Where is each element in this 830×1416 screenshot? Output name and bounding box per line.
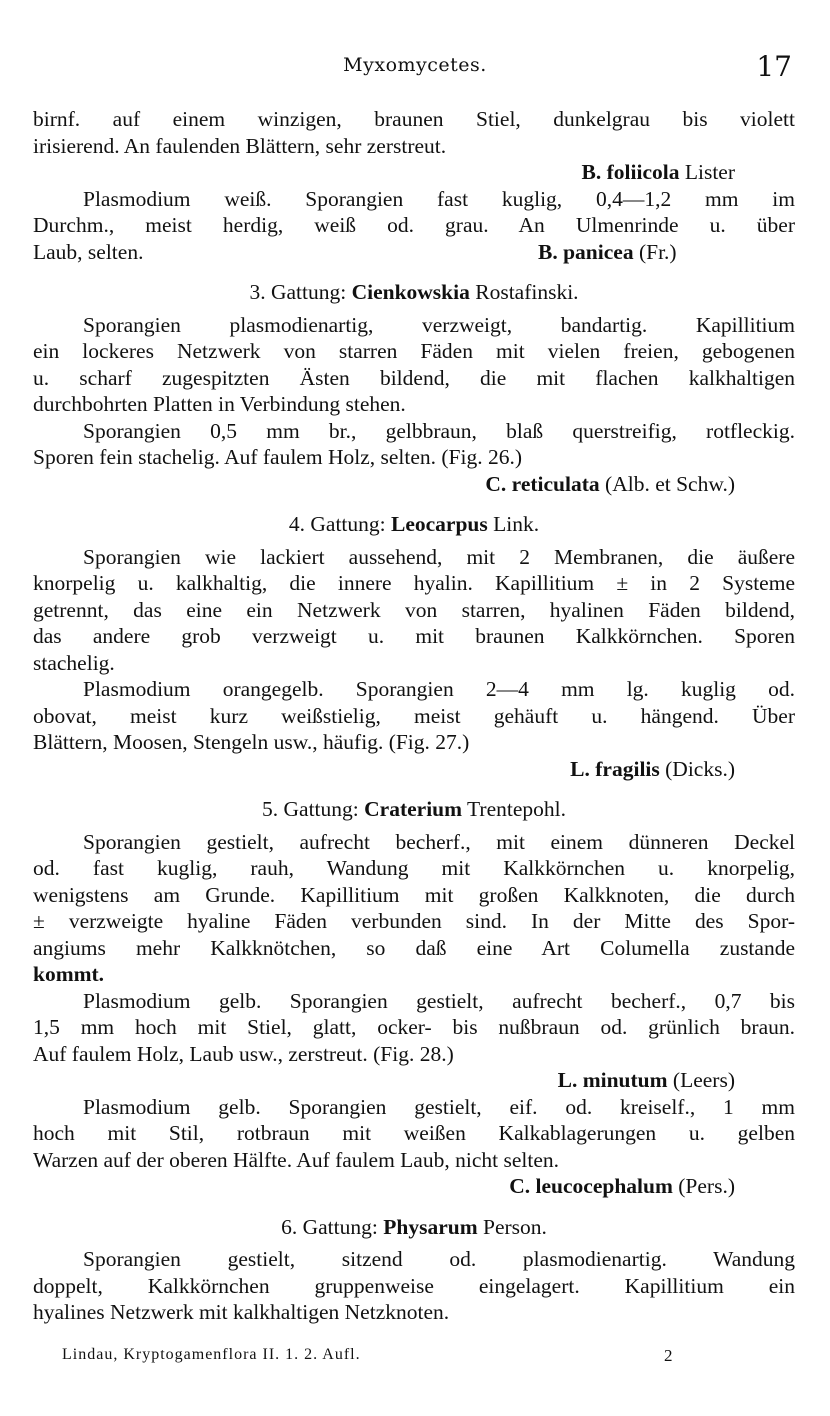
text-line: Sporangien wie lackiert aussehend, mit 2 Membranen, die äußere <box>83 544 795 569</box>
genus-prefix: 3. Gattung: <box>249 280 352 304</box>
running-head <box>0 50 830 82</box>
text-line: kommt. <box>33 962 105 986</box>
text-line: Durchm., meist herdig, weiß od. grau. An Ulmenrinde u. über <box>33 213 795 237</box>
text-line: knorpelig u. kalkhaltig, die innere hyalin. Kapillitium ± in 2 Systeme <box>33 571 795 595</box>
text-line: ein lockeres Netzwerk von starren Fäden mit vielen freien, gebogenen <box>33 339 795 363</box>
genus-heading <box>33 279 795 306</box>
species-author: (Dicks.) <box>659 756 735 781</box>
page-number: 17 <box>756 50 792 83</box>
text-line <box>33 239 795 266</box>
species-author: (Alb. et Schw.) <box>599 471 735 496</box>
genus-name: Cienkowskia <box>351 280 470 304</box>
text-line: durchbohrten Platten in Verbindung stehen. <box>33 392 406 416</box>
text-line: u. scharf zugespitzten Ästen bildend, die mit flachen kalkhaltigen <box>33 365 795 390</box>
text-line: angiums mehr Kalkknötchen, so daß eine Art Columella zustande <box>33 935 795 960</box>
text-line: hyalines Netzwerk mit kalkhaltigen Netzknoten. <box>33 1300 450 1324</box>
running-title: Myxomycetes. <box>343 54 487 76</box>
text-line: wenigstens am Grunde. Kapillitium mit großen Kalkknoten, die durch <box>33 882 795 907</box>
genus-prefix: 4. Gattung: <box>288 512 391 536</box>
species-line <box>33 471 795 498</box>
text-line: Sporangien gestielt, sitzend od. plasmodienartig. Wandung <box>83 1247 795 1271</box>
text-line: birnf. auf einem winzigen, braunen Stiel, dunkelgrau bis violett <box>33 107 795 131</box>
text-line: ± verzweigte hyaline Fäden verbunden sind. In der Mitte des Spor- <box>33 909 795 933</box>
text-line: getrennt, das eine ein Netzwerk von starren, hyalinen Fäden bildend, <box>33 597 795 622</box>
text-line: Sporen fein stachelig. Auf faulem Holz, selten. (Fig. 26.) <box>33 445 523 469</box>
text-line: doppelt, Kalkkörnchen gruppenweise eingelagert. Kapillitium ein <box>33 1273 795 1298</box>
text-fragment: Laub, selten. <box>33 239 144 264</box>
text-line: Plasmodium weiß. Sporangien fast kuglig, 0,4—1,2 mm im <box>83 186 795 211</box>
genus-name: Leocarpus <box>391 512 488 536</box>
genus-heading <box>33 796 795 823</box>
species-line <box>33 1173 795 1200</box>
text-line: Plasmodium orangegelb. Sporangien 2—4 mm lg. kuglig od. <box>83 677 795 701</box>
text-line: hoch mit Stil, rotbraun mit weißen Kalkablagerungen u. gelben <box>33 1121 795 1145</box>
species-name: C. reticulata <box>485 471 600 496</box>
genus-name: Physarum <box>383 1214 478 1239</box>
genus-heading <box>33 511 795 538</box>
species-name: L. fragilis <box>570 756 660 781</box>
text-line: Sporangien plasmodienartig, verzweigt, bandartig. Kapillitium <box>83 312 795 337</box>
text-line: Plasmodium gelb. Sporangien gestielt, aufrecht becherf., 0,7 bis <box>83 988 795 1013</box>
genus-author: Trentepohl. <box>462 797 566 821</box>
text-line: od. fast kuglig, rauh, Wandung mit Kalkkörnchen u. knorpelig, <box>33 856 795 880</box>
body-text <box>33 106 795 1326</box>
text-line: irisierend. An faulenden Blättern, sehr zerstreut. <box>33 133 447 158</box>
species-line <box>33 1067 795 1094</box>
genus-name: Craterium <box>364 797 463 821</box>
genus-author: Link. <box>487 512 540 536</box>
genus-prefix: 5. Gattung: <box>262 797 365 821</box>
genus-heading <box>33 1214 795 1241</box>
signature-mark: 2 <box>664 1346 673 1365</box>
genus-author: Rostafinski. <box>469 280 579 304</box>
species-name: B. foliicola <box>581 160 680 184</box>
text-line: Sporangien gestielt, aufrecht becherf., mit einem dünneren Deckel <box>83 829 795 854</box>
species-name: B. panicea <box>538 239 634 264</box>
species-name: L. minutum <box>557 1068 668 1092</box>
text-line: obovat, meist kurz weißstielig, meist gehäuft u. hängend. Über <box>33 703 795 728</box>
species-author: Lister <box>679 160 735 184</box>
text-line: stachelig. <box>33 650 115 675</box>
species-line <box>33 159 795 186</box>
text-line: Sporangien 0,5 mm br., gelbbraun, blaß querstreifig, rotfleckig. <box>83 418 795 443</box>
text-line: Plasmodium gelb. Sporangien gestielt, eif. od. kreiself., 1 mm <box>83 1094 795 1119</box>
genus-author: Person. <box>477 1214 547 1239</box>
species-author: (Pers.) <box>672 1174 735 1198</box>
text-line: Blättern, Moosen, Stengeln usw., häufig. (Fig. 27.) <box>33 730 470 754</box>
text-line: 1,5 mm hoch mit Stiel, glatt, ocker- bis nußbraun od. grünlich braun. <box>33 1015 795 1039</box>
text-line: Warzen auf der oberen Hälfte. Auf faulem Laub, nicht selten. <box>33 1147 559 1172</box>
species-author: (Fr.) <box>633 239 677 264</box>
species-name: C. leucocephalum <box>509 1174 673 1198</box>
text-line: das andere grob verzweigt u. mit braunen Kalkkörnchen. Sporen <box>33 624 795 648</box>
species-line <box>538 239 677 266</box>
species-line <box>33 756 795 783</box>
species-author: (Leers) <box>667 1068 735 1092</box>
footer-source: Lindau, Kryptogamenflora II. 1. 2. Aufl. <box>62 1346 361 1363</box>
genus-prefix: 6. Gattung: <box>281 1214 384 1239</box>
text-line: Auf faulem Holz, Laub usw., zerstreut. (Fig. 28.) <box>33 1041 454 1066</box>
